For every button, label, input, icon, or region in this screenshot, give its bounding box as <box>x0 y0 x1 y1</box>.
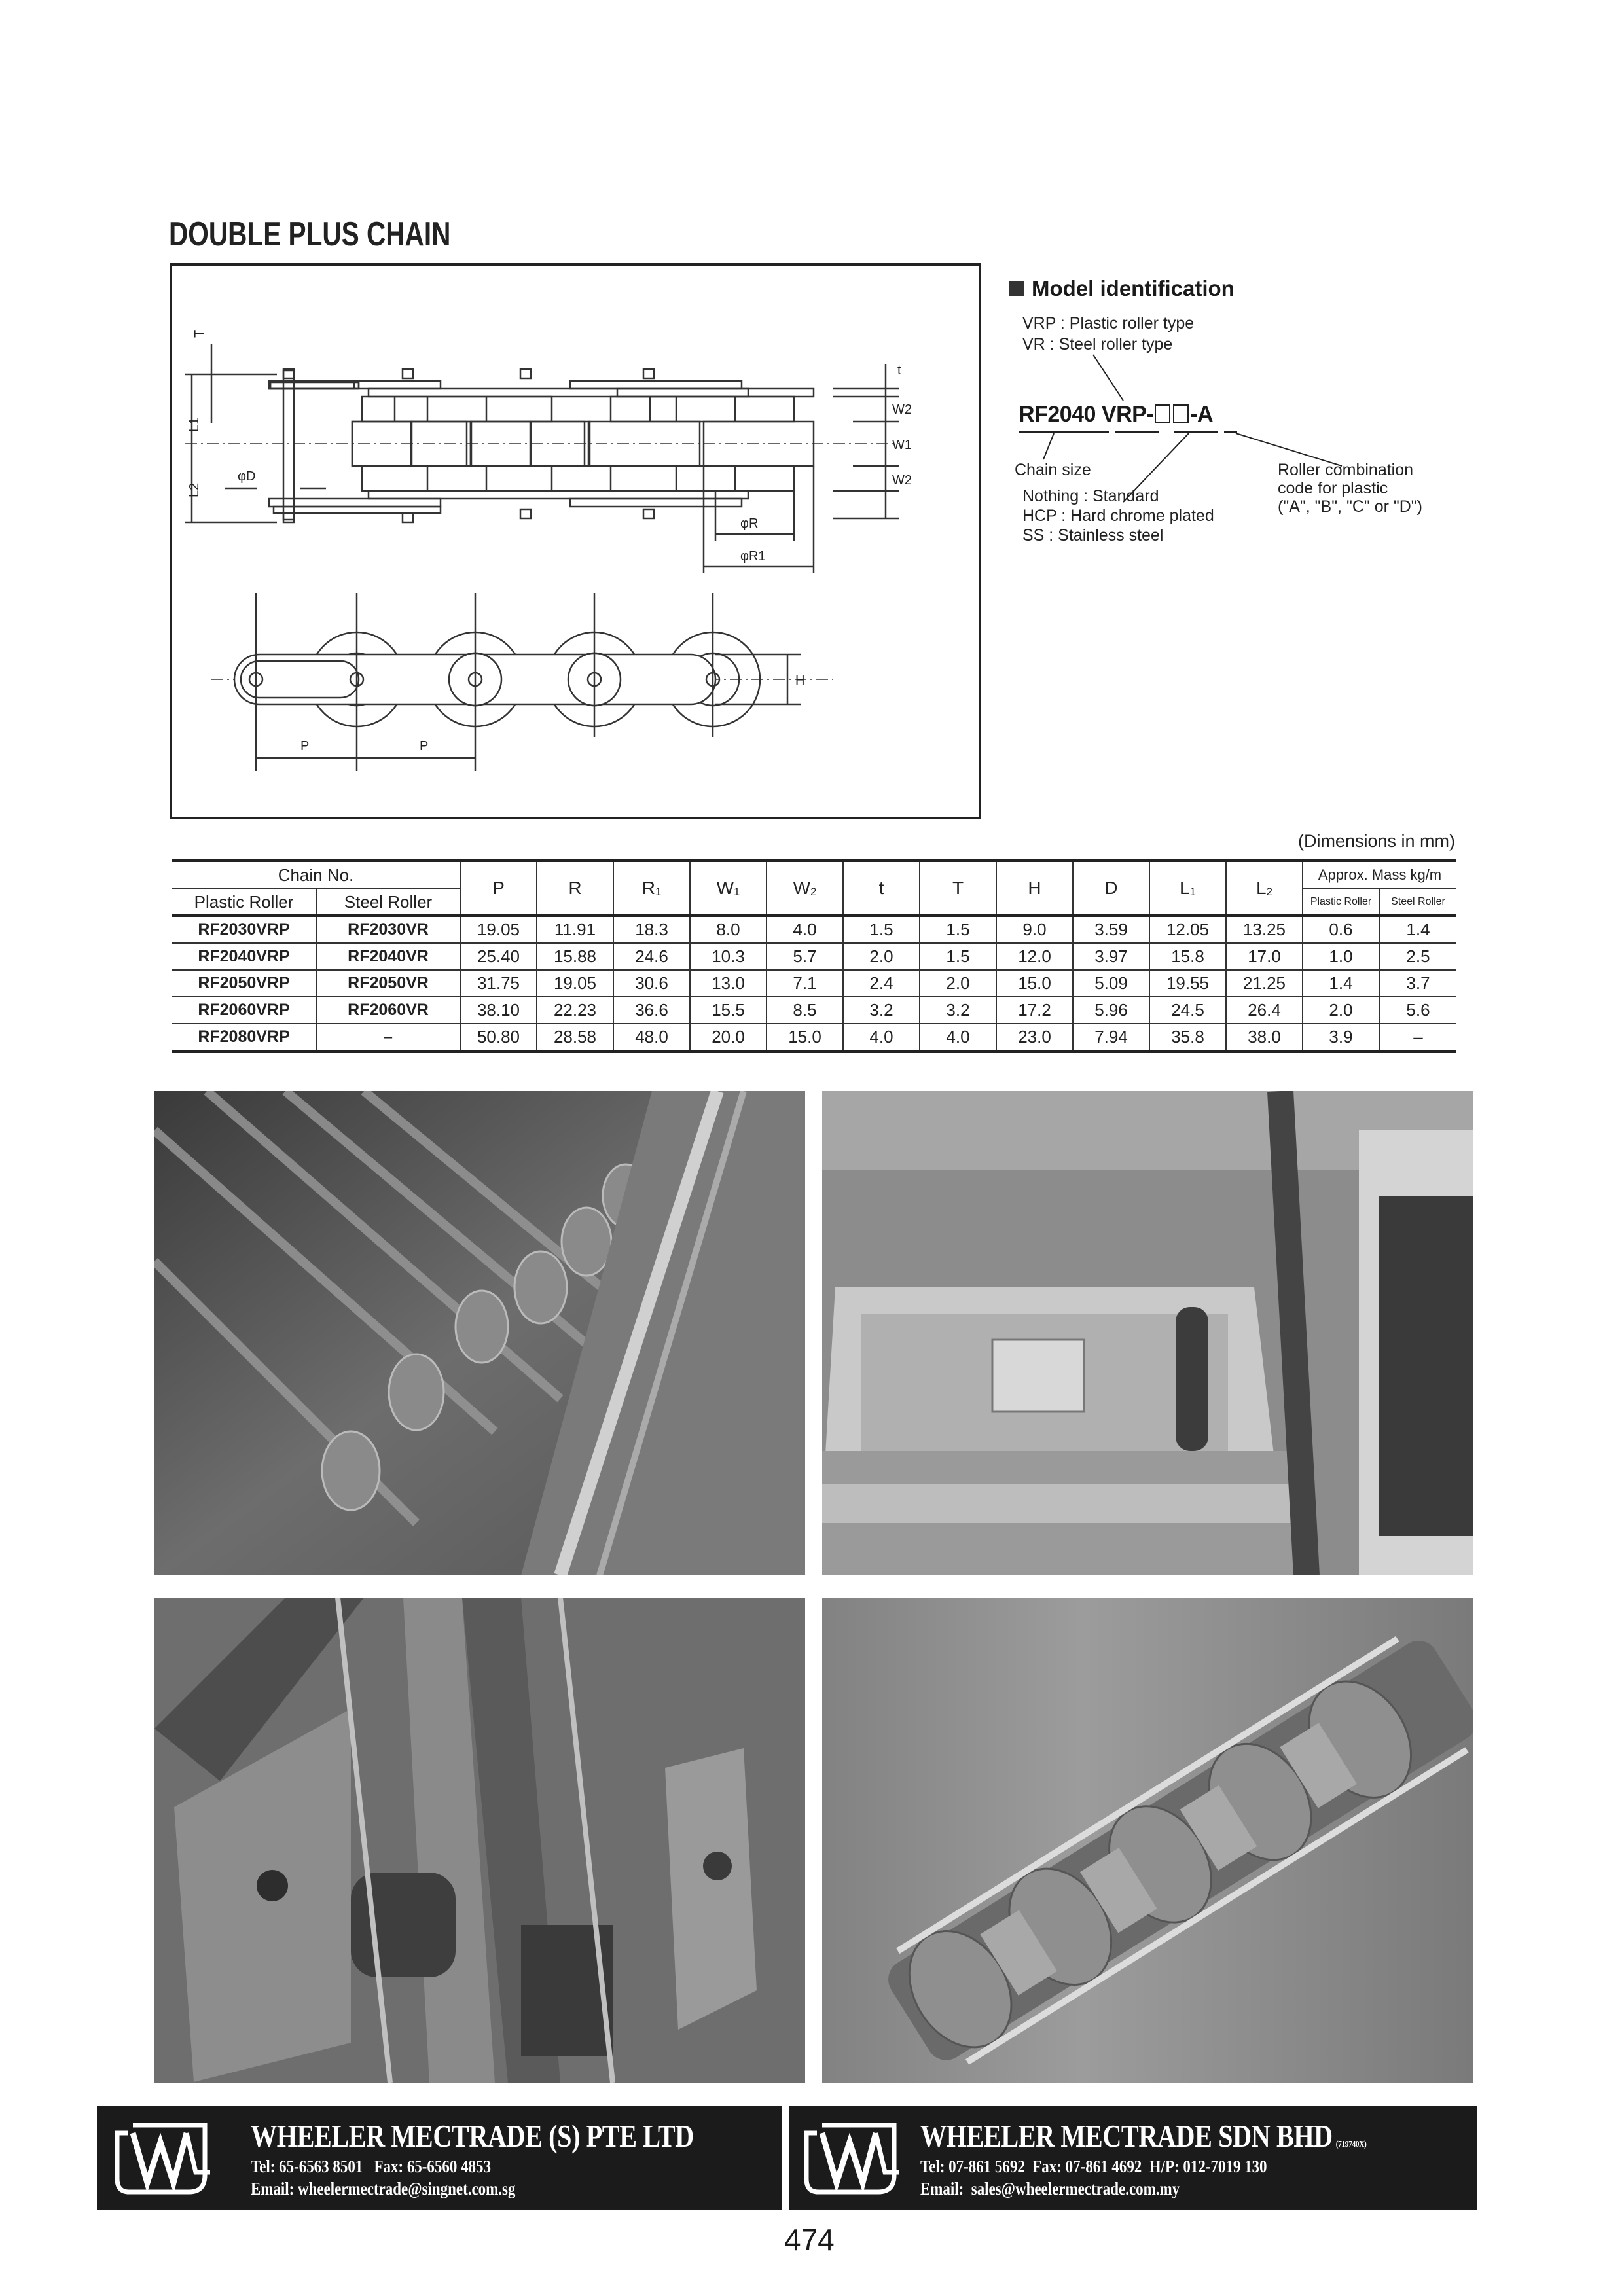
header-mass-steel: Steel Roller <box>1379 889 1456 916</box>
cell-l2: 17.0 <box>1226 943 1303 970</box>
chain-size-label: Chain size <box>1015 461 1091 479</box>
finish-line-1: Nothing : Standard <box>1022 487 1159 505</box>
header-d: D <box>1073 861 1149 916</box>
cell-steel-model: RF2060VR <box>316 997 460 1024</box>
cell-t-large: 1.5 <box>920 916 996 943</box>
cell-t-small: 4.0 <box>843 1024 920 1052</box>
header-w2: $W_2$ <box>767 861 843 916</box>
dim-label-r1: φR1 <box>740 549 766 564</box>
cell-mass-steel: 5.6 <box>1379 997 1456 1024</box>
photo-chain-closeup <box>822 1598 1473 2083</box>
wheeler-logo-icon <box>803 2120 901 2197</box>
cell-t-large: 3.2 <box>920 997 996 1024</box>
dim-label-p-2: P <box>420 739 429 753</box>
dim-label-h: H <box>795 673 805 688</box>
header-h: H <box>996 861 1073 916</box>
dim-label-l2: L2 <box>187 482 202 497</box>
cell-steel-model: RF2030VR <box>316 916 460 943</box>
cell-p: 38.10 <box>460 997 537 1024</box>
cell-mass-steel: 1.4 <box>1379 916 1456 943</box>
cell-p: 25.40 <box>460 943 537 970</box>
cell-w2: 4.0 <box>767 916 843 943</box>
roller-type-line-1: VRP : Plastic roller type <box>1022 314 1195 332</box>
cell-mass-steel: – <box>1379 1024 1456 1052</box>
header-r: R <box>537 861 613 916</box>
header-r1: $R_1$ <box>613 861 690 916</box>
photo-conveyor-drive <box>154 1598 805 2083</box>
footer-singapore <box>97 2106 782 2210</box>
cell-mass-plastic: 1.0 <box>1303 943 1379 970</box>
cell-w1: 13.0 <box>690 970 767 997</box>
placeholder-box-icon <box>1155 404 1170 423</box>
dim-label-w1: W1 <box>892 438 912 452</box>
footer-malaysia <box>789 2106 1477 2210</box>
cell-h: 17.2 <box>996 997 1073 1024</box>
header-t-small: t <box>843 861 920 916</box>
cell-plastic-model: RF2050VRP <box>172 970 316 997</box>
cell-plastic-model: RF2030VRP <box>172 916 316 943</box>
contact-phone-my: Tel: 07-861 5692 Fax: 07-861 4692 H/P: 012-7019 130 <box>920 2157 1267 2176</box>
cell-h: 9.0 <box>996 916 1073 943</box>
dim-label-d: φD <box>238 469 256 484</box>
cell-w2: 15.0 <box>767 1024 843 1052</box>
wheeler-logo-icon <box>113 2120 211 2197</box>
cell-plastic-model: RF2060VRP <box>172 997 316 1024</box>
roller-combination-line-1: Roller combination <box>1278 461 1414 479</box>
header-w1: $W_1$ <box>690 861 767 916</box>
cell-l1: 15.8 <box>1149 943 1226 970</box>
cell-h: 23.0 <box>996 1024 1073 1052</box>
table-row <box>172 970 1456 997</box>
chain-dimension-diagram <box>170 263 981 819</box>
cell-t-small: 1.5 <box>843 916 920 943</box>
dimensions-note: (Dimensions in mm) <box>1297 831 1455 851</box>
header-t-large: T <box>920 861 996 916</box>
cell-t-large: 1.5 <box>920 943 996 970</box>
header-l2: $L_2$ <box>1226 861 1303 916</box>
table-row <box>172 1024 1456 1052</box>
cell-t-small: 2.4 <box>843 970 920 997</box>
cell-w1: 8.0 <box>690 916 767 943</box>
cell-l2: 13.25 <box>1226 916 1303 943</box>
header-plastic-roller: Plastic Roller <box>172 889 316 916</box>
cell-mass-plastic: 0.6 <box>1303 916 1379 943</box>
registration-number: (719740X) <box>1335 2140 1367 2149</box>
cell-w1: 15.5 <box>690 997 767 1024</box>
page-number: 474 <box>784 2223 835 2257</box>
placeholder-box-icon <box>1173 404 1189 423</box>
dim-label-t-upper: T <box>192 329 207 338</box>
dim-label-w2-upper: W2 <box>892 403 912 417</box>
cell-l2: 21.25 <box>1226 970 1303 997</box>
cell-mass-plastic: 3.9 <box>1303 1024 1379 1052</box>
photo-pulleys <box>154 1091 805 1575</box>
roller-combination-line-2: code for plastic <box>1278 479 1388 497</box>
table-row <box>172 997 1456 1024</box>
cell-r1: 24.6 <box>613 943 690 970</box>
contact-email-my: Email: sales@wheelermectrade.com.my <box>920 2179 1180 2198</box>
cell-t-large: 4.0 <box>920 1024 996 1052</box>
square-bullet-icon <box>1009 281 1024 296</box>
dim-label-p-1: P <box>300 739 310 753</box>
photo-conveyor-pallet <box>822 1091 1473 1575</box>
cell-r1: 30.6 <box>613 970 690 997</box>
model-code-prefix: RF2040 VRP- <box>1019 402 1154 427</box>
model-identification-title: Model identification <box>1032 276 1235 300</box>
cell-r: 11.91 <box>537 916 613 943</box>
dim-label-w2-lower: W2 <box>892 473 912 488</box>
header-l1: $L_1$ <box>1149 861 1226 916</box>
cell-p: 31.75 <box>460 970 537 997</box>
finish-line-2: HCP : Hard chrome plated <box>1022 507 1214 525</box>
cell-d: 5.96 <box>1073 997 1149 1024</box>
company-name-sg: WHEELER MECTRADE (S) PTE LTD <box>251 2118 694 2154</box>
cell-mass-plastic: 1.4 <box>1303 970 1379 997</box>
page-title: DOUBLE PLUS CHAIN <box>169 215 451 253</box>
cell-w2: 5.7 <box>767 943 843 970</box>
cell-l1: 24.5 <box>1149 997 1226 1024</box>
cell-mass-plastic: 2.0 <box>1303 997 1379 1024</box>
cell-h: 12.0 <box>996 943 1073 970</box>
cell-plastic-model: RF2040VRP <box>172 943 316 970</box>
cell-r: 19.05 <box>537 970 613 997</box>
cell-r: 28.58 <box>537 1024 613 1052</box>
cell-r: 22.23 <box>537 997 613 1024</box>
company-name-my: WHEELER MECTRADE SDN BHD (719740X) <box>920 2118 1367 2154</box>
cell-w1: 20.0 <box>690 1024 767 1052</box>
header-chain-no: Chain No. <box>172 861 460 889</box>
cell-r1: 18.3 <box>613 916 690 943</box>
cell-l1: 35.8 <box>1149 1024 1226 1052</box>
header-steel-roller: Steel Roller <box>316 889 460 916</box>
cell-plastic-model: RF2080VRP <box>172 1024 316 1052</box>
cell-mass-steel: 3.7 <box>1379 970 1456 997</box>
cell-w1: 10.3 <box>690 943 767 970</box>
roller-type-line-2: VR : Steel roller type <box>1022 335 1173 353</box>
cell-l1: 19.55 <box>1149 970 1226 997</box>
header-approx-mass: Approx. Mass kg/m <box>1303 861 1456 889</box>
table-row <box>172 943 1456 970</box>
cell-d: 7.94 <box>1073 1024 1149 1052</box>
dim-label-l1: L1 <box>187 417 202 432</box>
dim-label-r: φR <box>740 516 759 531</box>
header-mass-plastic: Plastic Roller <box>1303 889 1379 916</box>
chain-spec-table <box>172 859 1456 1053</box>
table-row <box>172 916 1456 943</box>
cell-w2: 8.5 <box>767 997 843 1024</box>
cell-r1: 48.0 <box>613 1024 690 1052</box>
cell-h: 15.0 <box>996 970 1073 997</box>
cell-r1: 36.6 <box>613 997 690 1024</box>
cell-steel-model: RF2040VR <box>316 943 460 970</box>
cell-t-small: 2.0 <box>843 943 920 970</box>
contact-email-sg: Email: wheelermectrade@singnet.com.sg <box>251 2179 516 2198</box>
chain-drawing <box>172 266 979 817</box>
cell-steel-model: – <box>316 1024 460 1052</box>
model-identification-heading <box>1009 276 1235 301</box>
cell-l1: 12.05 <box>1149 916 1226 943</box>
cell-w2: 7.1 <box>767 970 843 997</box>
model-identification <box>995 270 1466 558</box>
cell-steel-model: RF2050VR <box>316 970 460 997</box>
header-p: P <box>460 861 537 916</box>
cell-l2: 38.0 <box>1226 1024 1303 1052</box>
roller-combination-line-3: ("A", "B", "C" or "D") <box>1278 497 1423 516</box>
cell-d: 3.59 <box>1073 916 1149 943</box>
dim-label-t-lower: t <box>897 363 901 378</box>
cell-d: 3.97 <box>1073 943 1149 970</box>
cell-p: 50.80 <box>460 1024 537 1052</box>
cell-l2: 26.4 <box>1226 997 1303 1024</box>
model-code-example <box>1019 402 1213 427</box>
cell-d: 5.09 <box>1073 970 1149 997</box>
model-code-suffix: -A <box>1190 402 1214 427</box>
cell-r: 15.88 <box>537 943 613 970</box>
cell-t-small: 3.2 <box>843 997 920 1024</box>
cell-p: 19.05 <box>460 916 537 943</box>
cell-t-large: 2.0 <box>920 970 996 997</box>
cell-mass-steel: 2.5 <box>1379 943 1456 970</box>
contact-phone-sg: Tel: 65-6563 8501 Fax: 65-6560 4853 <box>251 2157 491 2176</box>
finish-line-3: SS : Stainless steel <box>1022 526 1164 545</box>
